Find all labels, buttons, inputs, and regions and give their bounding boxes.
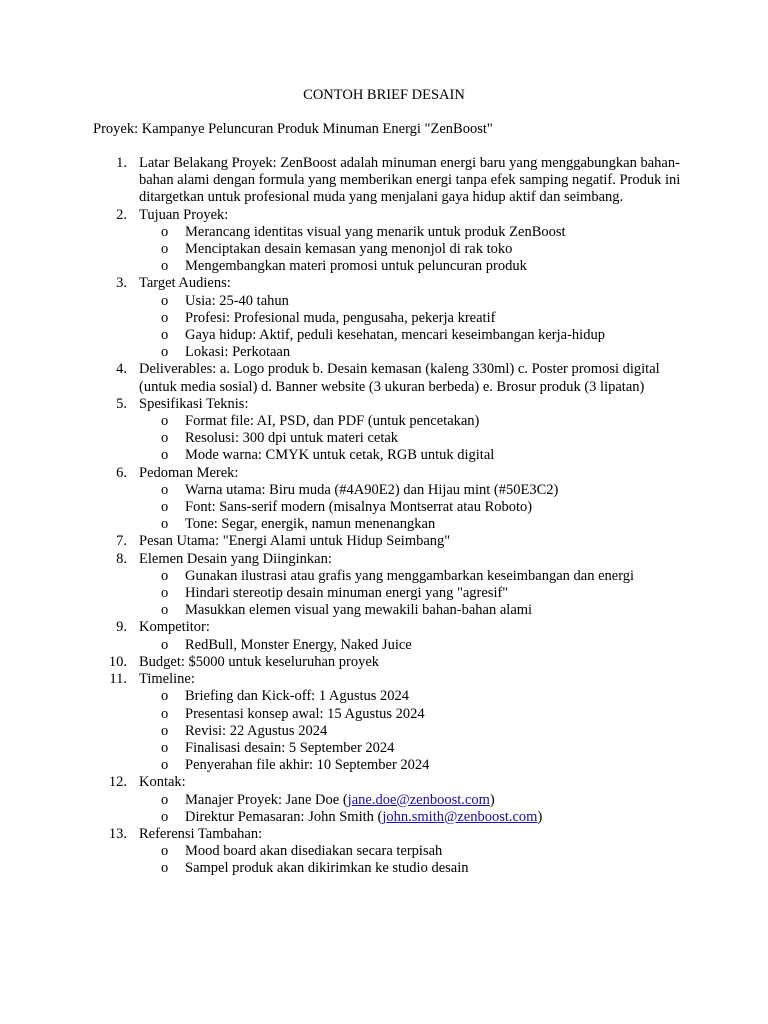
sub-list-item [139, 413, 683, 430]
sub-item-text: Presentasi konsep awal: 15 Agustus 2024 [185, 705, 425, 722]
bullet-marker: o [161, 481, 169, 498]
document-title: CONTOH BRIEF DESAIN [303, 87, 465, 103]
sub-list [139, 568, 683, 620]
sub-item-text: Masukkan elemen visual yang mewakili bahan-bahan alami [185, 602, 533, 619]
bullet-marker: o [161, 791, 169, 808]
sub-item-text: Font: Sans-serif modern (misalnya Montserrat atau Roboto) [185, 499, 533, 516]
sub-list-item [139, 637, 683, 654]
bullet-marker: o [161, 241, 169, 258]
sub-list [139, 413, 683, 465]
sub-list-item [139, 482, 683, 499]
contact-suffix: ) [537, 808, 543, 825]
item-number: 10. [108, 653, 127, 670]
list-item [93, 465, 683, 534]
bullet-marker: o [161, 413, 169, 430]
item-text: Referensi Tambahan: [139, 825, 263, 842]
bullet-marker: o [161, 843, 169, 860]
sub-list [139, 792, 683, 826]
list-item [93, 361, 683, 395]
contact-prefix: Manajer Proyek: Jane Doe ( [185, 791, 348, 808]
list-item [93, 155, 683, 207]
item-number: 3. [116, 275, 127, 292]
sub-list-item [139, 293, 683, 310]
sub-item-text: Mengembangkan materi promosi untuk peluncuran produk [185, 258, 527, 275]
bullet-marker: o [161, 430, 169, 447]
sub-item-text: Tone: Segar, energik, namun menenangkan [185, 516, 436, 533]
item-number: 9. [116, 619, 127, 636]
sub-list [139, 637, 683, 654]
bullet-marker: o [161, 258, 169, 275]
sub-list-item [139, 568, 683, 585]
sub-item-text: Merancang identitas visual yang menarik untuk produk ZenBoost [185, 223, 566, 240]
sub-item-text: Penyerahan file akhir: 10 September 2024 [185, 757, 430, 774]
sub-item-text: Finalisasi desain: 5 September 2024 [185, 739, 395, 756]
bullet-marker: o [161, 757, 169, 774]
sub-list-item [139, 516, 683, 533]
email-link[interactable]: john.smith@zenboost.com [382, 808, 538, 825]
list-item [93, 671, 683, 774]
bullet-marker: o [161, 860, 169, 877]
bullet-marker: o [161, 516, 169, 533]
item-number: 6. [116, 464, 127, 481]
item-number: 7. [116, 533, 127, 550]
bullet-marker: o [161, 636, 169, 653]
bullet-marker: o [161, 688, 169, 705]
project-line: Proyek: Kampanye Peluncuran Produk Minuman Energi "ZenBoost" [93, 121, 493, 137]
sub-item-text: Profesi: Profesional muda, pengusaha, pekerja kreatif [185, 309, 496, 326]
list-item [93, 207, 683, 276]
bullet-marker: o [161, 585, 169, 602]
item-number: 1. [116, 155, 127, 171]
sub-item-text: Briefing dan Kick-off: 1 Agustus 2024 [185, 688, 410, 705]
sub-item-text: Mood board akan disediakan secara terpisah [185, 843, 443, 860]
contact-prefix: Direktur Pemasaran: John Smith ( [185, 808, 383, 825]
item-number: 11. [109, 671, 127, 688]
sub-list-item [139, 258, 683, 275]
email-link[interactable]: jane.doe@zenboost.com [347, 791, 490, 808]
list-item [93, 774, 683, 826]
item-text: Latar Belakang Proyek: ZenBoost adalah minuman energi baru yang menggabungkan bahan-bahan alami dengan formula yang memberikan energi tanpa efek samping negatif. Produk ini ditargetkan untuk profesional muda yang menjalani gaya hidup aktif dan seimbang. [139, 155, 681, 206]
item-text: Kontak: [139, 774, 186, 791]
bullet-marker: o [161, 808, 169, 825]
sub-list [139, 688, 683, 774]
item-text: Pedoman Merek: [139, 464, 239, 481]
sub-item-text: Resolusi: 300 dpi untuk materi cetak [185, 430, 399, 447]
sub-item-text: Gaya hidup: Aktif, peduli kesehatan, mencari keseimbangan kerja-hidup [185, 327, 605, 344]
item-text: Timeline: [139, 671, 195, 688]
sub-list-item [139, 860, 683, 877]
bullet-marker: o [161, 739, 169, 756]
sub-list-item [139, 447, 683, 464]
bullet-marker: o [161, 309, 169, 326]
sub-list-item [139, 706, 683, 723]
bullet-marker: o [161, 602, 169, 619]
sub-list-item [139, 499, 683, 516]
sub-list-item [139, 310, 683, 327]
sub-item-text: Revisi: 22 Agustus 2024 [185, 722, 328, 739]
sub-list [139, 293, 683, 362]
sub-list-item [139, 757, 683, 774]
sub-list-item [139, 602, 683, 619]
item-number: 4. [116, 361, 127, 378]
sub-item-text: Warna utama: Biru muda (#4A90E2) dan Hijau mint (#50E3C2) [185, 481, 559, 498]
sub-item-text: Sampel produk akan dikirimkan ke studio desain [185, 860, 469, 877]
sub-list [139, 843, 683, 877]
item-text: Target Audiens: [139, 275, 231, 292]
sub-list-item [139, 740, 683, 757]
item-text: Spesifikasi Teknis: [139, 395, 249, 412]
item-text: Tujuan Proyek: [139, 206, 229, 223]
sub-list-item [139, 688, 683, 705]
sub-list-item [139, 843, 683, 860]
item-text: Budget: $5000 untuk keseluruhan proyek [139, 653, 380, 670]
sub-item-text: Hindari stereotip desain minuman energi yang "agresif" [185, 585, 509, 602]
bullet-marker: o [161, 223, 169, 240]
sub-item-text: Format file: AI, PSD, dan PDF (untuk pencetakan) [185, 413, 480, 430]
bullet-marker: o [161, 447, 169, 464]
list-item [93, 826, 683, 878]
bullet-marker: o [161, 327, 169, 344]
sub-item-text: Menciptakan desain kemasan yang menonjol di rak toko [185, 241, 513, 258]
item-text: Elemen Desain yang Diinginkan: [139, 550, 332, 567]
bullet-marker: o [161, 292, 169, 309]
list-item [93, 654, 683, 671]
sub-list-item [139, 241, 683, 258]
sub-list-item [139, 224, 683, 241]
item-text: Pesan Utama: "Energi Alami untuk Hidup Seimbang" [139, 533, 451, 550]
sub-list-item [139, 327, 683, 344]
sub-list [139, 224, 683, 276]
list-item [93, 275, 683, 361]
sub-item-text: Mode warna: CMYK untuk cetak, RGB untuk digital [185, 447, 495, 464]
list-item [93, 533, 683, 550]
item-number: 13. [108, 825, 127, 842]
bullet-marker: o [161, 344, 169, 361]
list-item [93, 396, 683, 465]
item-text: Deliverables: a. Logo produk b. Desain kemasan (kaleng 330ml) c. Poster promosi digital (untuk media sosial) d. Banner website (3 ukuran berbeda) e. Brosur produk (3 lipatan) [139, 361, 660, 395]
sub-list [139, 482, 683, 534]
sub-item-text: Lokasi: Perkotaan [185, 344, 291, 361]
item-number: 5. [116, 395, 127, 412]
list-item [93, 619, 683, 653]
contact-item [139, 792, 683, 809]
item-number: 12. [108, 774, 127, 791]
item-number: 2. [116, 206, 127, 223]
item-text: Kompetitor: [139, 619, 210, 636]
sub-item-text: RedBull, Monster Energy, Naked Juice [185, 636, 412, 653]
bullet-marker: o [161, 705, 169, 722]
item-number: 8. [116, 550, 127, 567]
bullet-marker: o [161, 567, 169, 584]
sub-list-item [139, 723, 683, 740]
bullet-marker: o [161, 722, 169, 739]
sub-list-item [139, 430, 683, 447]
sub-list-item [139, 344, 683, 361]
sub-list-item [139, 585, 683, 602]
brief-list [93, 155, 683, 878]
list-item [93, 551, 683, 620]
bullet-marker: o [161, 499, 169, 516]
sub-item-text: Usia: 25-40 tahun [185, 292, 289, 309]
contact-item [139, 809, 683, 826]
sub-item-text: Gunakan ilustrasi atau grafis yang menggambarkan keseimbangan dan energi [185, 567, 635, 584]
contact-suffix: ) [489, 791, 495, 808]
